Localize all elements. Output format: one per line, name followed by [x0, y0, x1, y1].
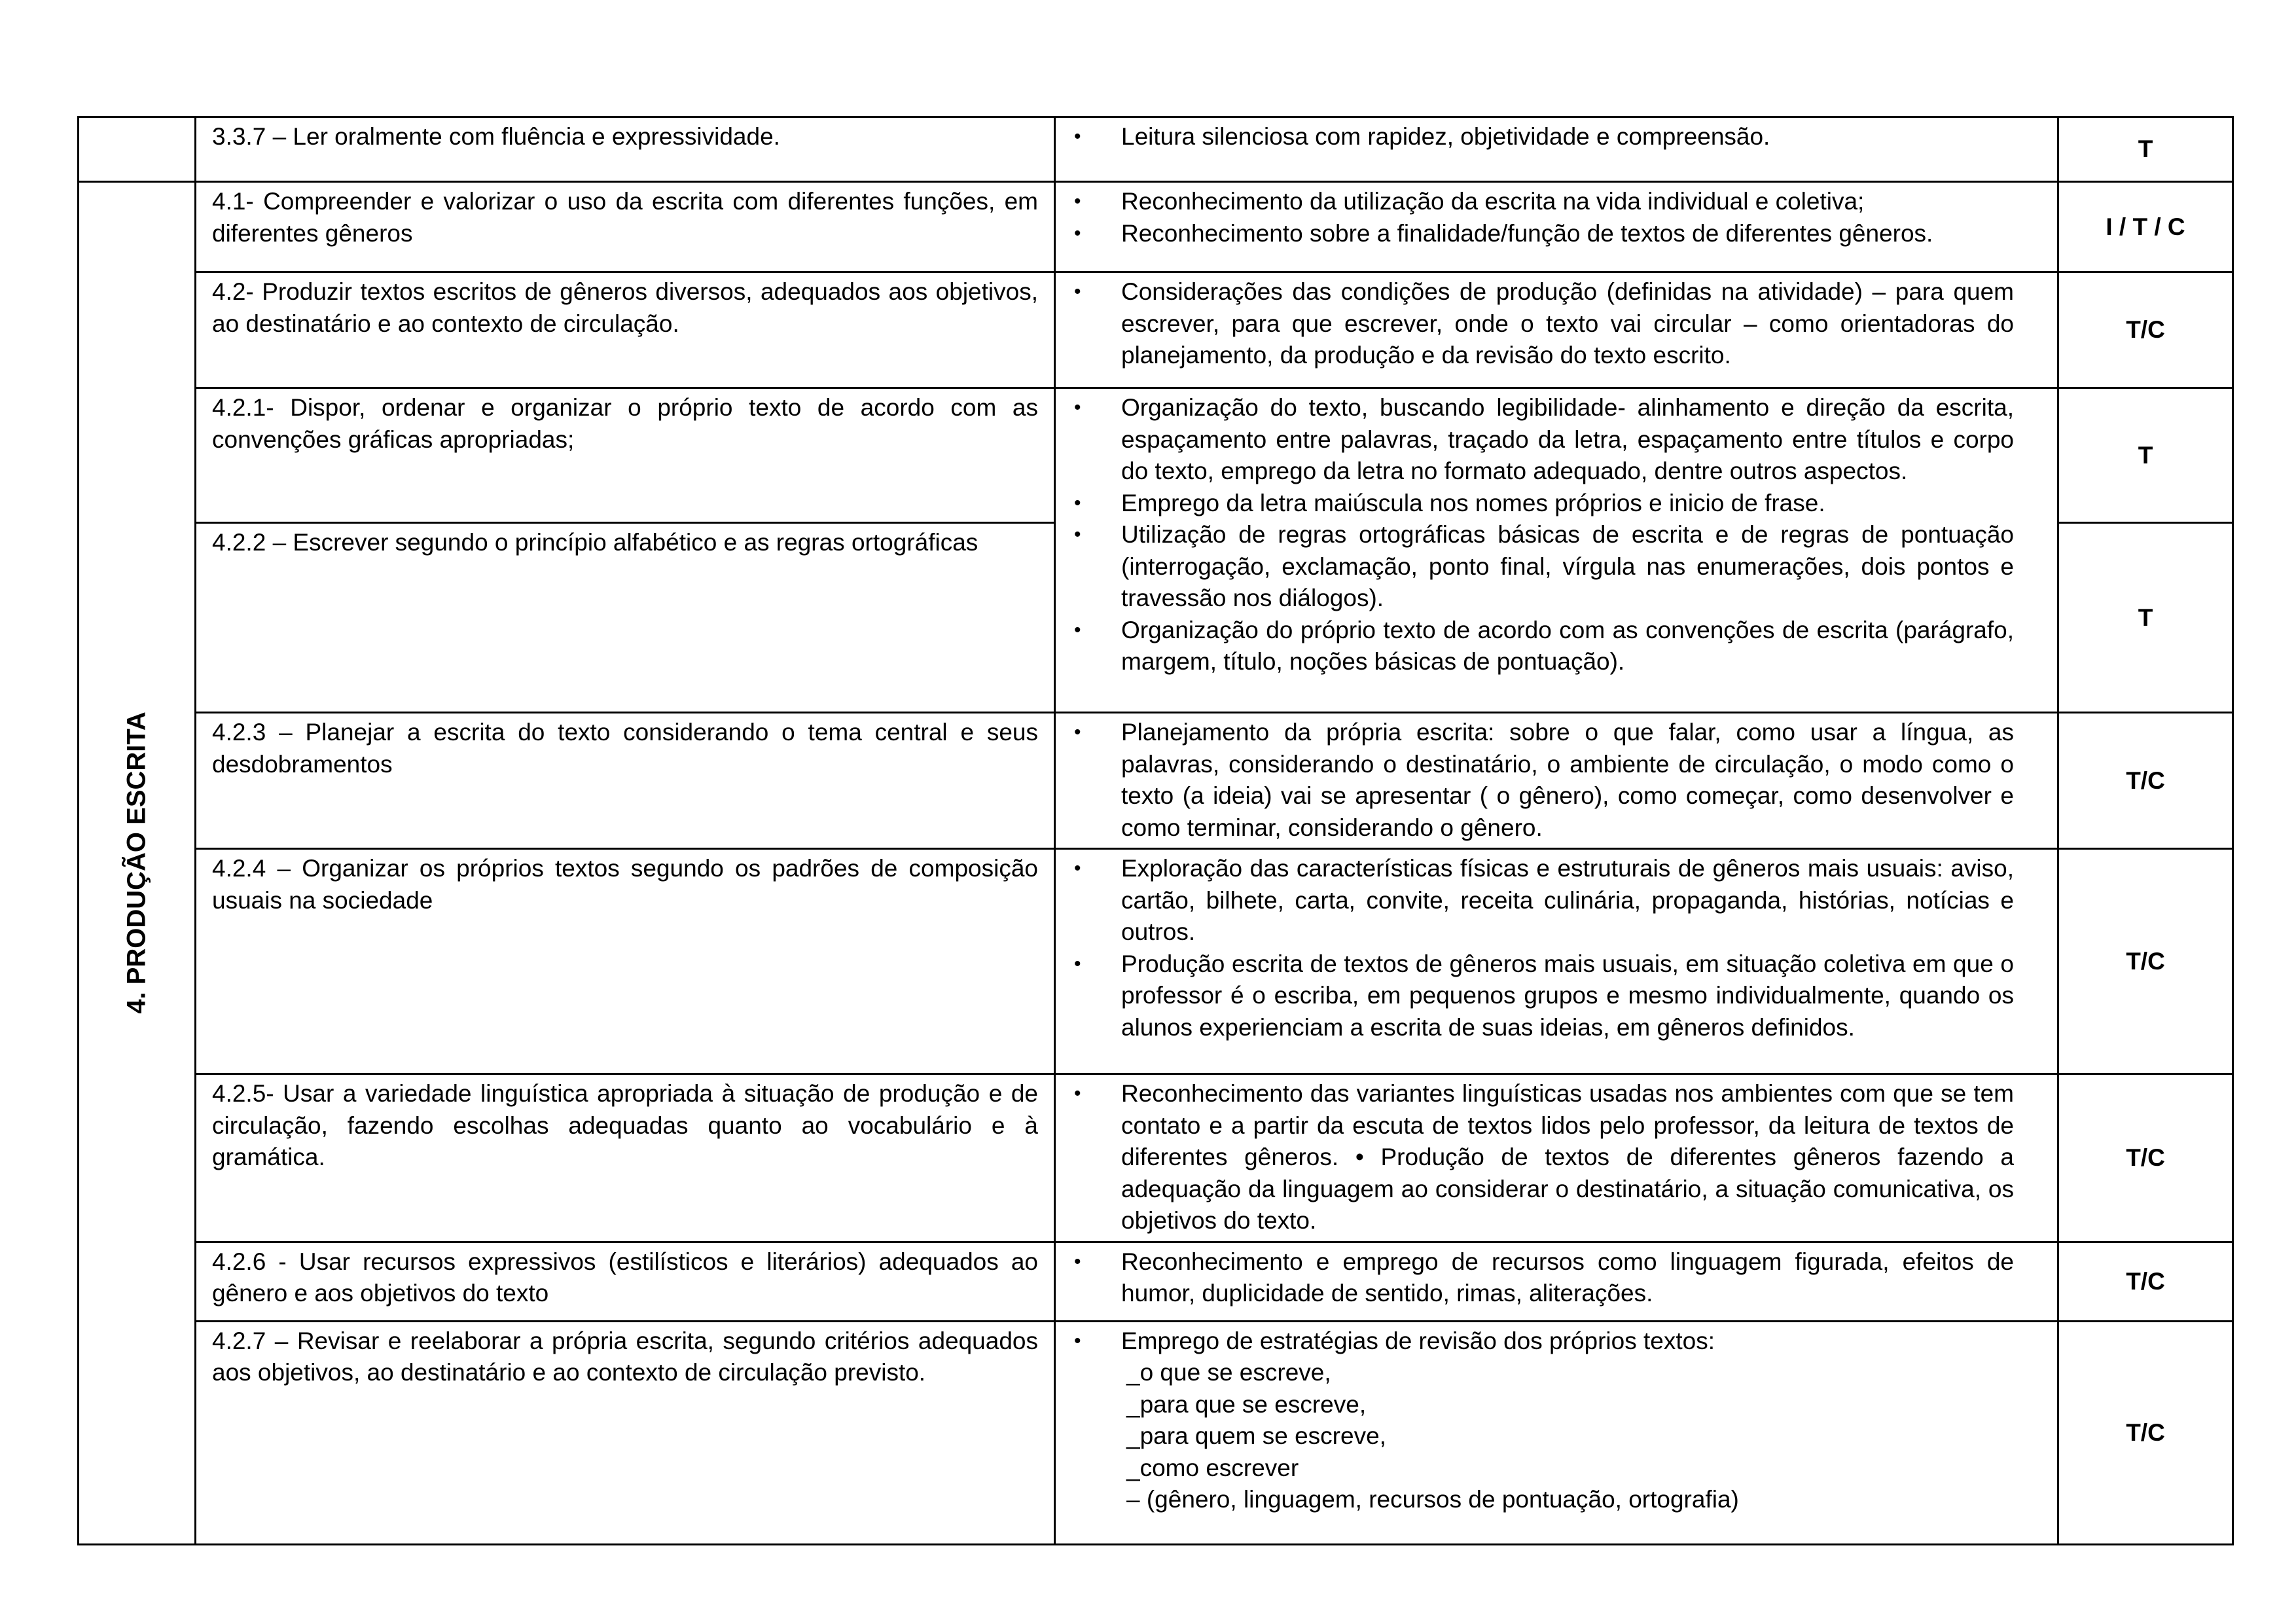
list-item: • Reconhecimento da utilização da escrita na vida individual e coletiva;	[1056, 186, 2014, 218]
list-item: • Planejamento da própria escrita: sobre o que falar, como usar a língua, as palavras, considerando o destinatário, o ambiente de circulação, o modo como o texto (a ideia) vai se apresentar ( o gênero), como começar, como desenvolver e como terminar, considerando o gênero.	[1056, 717, 2014, 844]
objective-cell	[196, 117, 1055, 182]
content-cell	[1055, 117, 2058, 182]
list-item: • Organização do texto, buscando legibilidade- alinhamento e direção da escrita, espaçamento entre palavras, traçado da letra, espaçamento entre títulos e corpo do texto, emprego da letra no formato adequado, dentre outros aspectos.	[1056, 392, 2014, 488]
bullet-icon: •	[1074, 1083, 1081, 1104]
objective-cell	[196, 523, 1055, 713]
list-item: • Produção escrita de textos de gêneros mais usuais, em situação coletiva em que o professor é o escriba, em pequenos grupos e mesmo individualmente, quando os alunos experienciam a escrita de suas ideias, em gêneros definidos.	[1056, 948, 2014, 1044]
objective-text: 4.2- Produzir textos escritos de gêneros diversos, adequados aos objetivos, ao destinatário e ao contexto de circulação.	[212, 278, 1038, 337]
bullet-icon: •	[1074, 126, 1081, 147]
objective-text: 4.2.5- Usar a variedade linguística apropriada à situação de produção e de circulação, fazendo escolhas adequadas quanto ao vocabulário e à gramática.	[212, 1080, 1038, 1170]
objective-cell	[196, 182, 1055, 272]
list-item: • Utilização de regras ortográficas básicas de escrita e de regras de pontuação (interrogação, exclamação, ponto final, vírgula nas enumerações, dois pontos e travessão nos diálogos).	[1056, 519, 2014, 615]
evaluation-cell: T/C	[2058, 1074, 2233, 1242]
objective-text: 4.2.3 – Planejar a escrita do texto considerando o tema central e seus desdobramentos	[212, 719, 1038, 778]
content-list	[1056, 389, 2057, 682]
content-list	[1056, 1075, 2057, 1241]
list-item: • Emprego de estratégias de revisão dos próprios textos: _o que se escreve, _para que se escreve, _para quem se escreve, _como escrever – (gênero, linguagem, recursos de pontuação, ortografia)	[1056, 1326, 2014, 1516]
objective-text: 4.2.7 – Revisar e reelaborar a própria escrita, segundo critérios adequados aos objetivos, ao destinatário e ao contexto de circulação previsto.	[212, 1327, 1038, 1386]
list-item: • Leitura silenciosa com rapidez, objetividade e compreensão.	[1056, 121, 2014, 153]
content-cell	[1055, 388, 2058, 713]
objective-text: 4.2.1- Dispor, ordenar e organizar o próprio texto de acordo com as convenções gráficas apropriadas;	[212, 394, 1038, 453]
list-item: • Exploração das características físicas e estruturais de gêneros mais usuais: aviso, cartão, bilhete, carta, convite, receita culinária, propaganda, histórias, notícias e outros.	[1056, 853, 2014, 948]
bullet-icon: •	[1074, 222, 1081, 244]
evaluation-cell: T/C	[2058, 849, 2233, 1074]
objective-text: 4.2.2 – Escrever segundo o princípio alfabético e as regras ortográficas	[212, 529, 978, 556]
evaluation-cell: T/C	[2058, 713, 2233, 849]
objective-cell	[196, 1321, 1055, 1544]
content-list	[1056, 273, 2057, 376]
objective-cell	[196, 1242, 1055, 1321]
objective-text: 4.1- Compreender e valorizar o uso da escrita com diferentes funções, em diferentes gêneros	[212, 188, 1038, 247]
objective-cell	[196, 272, 1055, 388]
curriculum-table	[77, 116, 2234, 1545]
list-item: • Organização do próprio texto de acordo com as convenções de escrita (parágrafo, margem, título, noções básicas de pontuação).	[1056, 615, 2014, 678]
bullet-icon: •	[1074, 281, 1081, 302]
objective-cell	[196, 1074, 1055, 1242]
content-cell	[1055, 849, 2058, 1074]
content-cell	[1055, 1242, 2058, 1321]
list-item: • Reconhecimento e emprego de recursos como linguagem figurada, efeitos de humor, duplicidade de sentido, rimas, aliterações.	[1056, 1246, 2014, 1310]
area-label: 4. PRODUÇÃO ESCRITA	[122, 712, 151, 1015]
evaluation-cell: T	[2058, 523, 2233, 713]
evaluation-cell: T/C	[2058, 272, 2233, 388]
evaluation-cell: T	[2058, 388, 2233, 523]
bullet-icon: •	[1074, 1250, 1081, 1272]
evaluation-cell: I / T / C	[2058, 182, 2233, 272]
content-list	[1056, 118, 2057, 157]
content-list	[1056, 1243, 2057, 1314]
content-cell	[1055, 1074, 2058, 1242]
evaluation-cell: T	[2058, 117, 2233, 182]
evaluation-cell: T/C	[2058, 1321, 2233, 1544]
objective-text: 4.2.4 – Organizar os próprios textos segundo os padrões de composição usuais na sociedade	[212, 855, 1038, 914]
bullet-icon: •	[1074, 952, 1081, 975]
content-list	[1056, 183, 2057, 253]
bullet-icon: •	[1074, 857, 1081, 879]
content-list	[1056, 1322, 2057, 1520]
table-row	[79, 117, 2233, 182]
bullet-icon: •	[1074, 524, 1081, 545]
bullet-icon: •	[1074, 397, 1081, 418]
list-item: • Emprego da letra maiúscula nos nomes próprios e inicio de frase.	[1056, 488, 2014, 520]
list-item: • Considerações das condições de produção (definidas na atividade) – para quem escrever, para que escrever, onde o texto vai circular – como orientadoras do planejamento, da produção e da revisão do texto escrito.	[1056, 276, 2014, 372]
table-row	[79, 1242, 2233, 1321]
content-list	[1056, 850, 2057, 1047]
objective-text: 4.2.6 - Usar recursos expressivos (estilísticos e literários) adequados ao gênero e aos objetivos do texto	[212, 1248, 1038, 1307]
list-item: • Reconhecimento sobre a finalidade/função de textos de diferentes gêneros.	[1056, 218, 2014, 250]
table-row	[79, 388, 2233, 523]
content-cell	[1055, 713, 2058, 849]
table-row	[79, 849, 2233, 1074]
objective-cell	[196, 388, 1055, 523]
bullet-icon: •	[1074, 619, 1081, 641]
table-row	[79, 182, 2233, 272]
objective-cell	[196, 713, 1055, 849]
objective-text: 3.3.7 – Ler oralmente com fluência e expressividade.	[212, 123, 780, 150]
bullet-icon: •	[1074, 492, 1081, 514]
area-cell-empty	[79, 117, 196, 182]
table-row	[79, 1074, 2233, 1242]
list-item: • Reconhecimento das variantes linguísticas usadas nos ambientes com que se tem contato e a partir da escuta de textos lidos pelo professor, da leitura de textos de diferentes gêneros. • Produção de textos de diferentes gêneros fazendo a adequação da linguagem ao considerar o destinatário, a situação comunicativa, os objetivos do texto.	[1056, 1078, 2014, 1237]
bullet-icon: •	[1074, 190, 1081, 212]
bullet-icon: •	[1074, 721, 1081, 743]
table-row	[79, 272, 2233, 388]
bullet-icon: •	[1074, 1329, 1081, 1352]
evaluation-cell: T/C	[2058, 1242, 2233, 1321]
content-cell	[1055, 272, 2058, 388]
content-cell	[1055, 182, 2058, 272]
content-list	[1056, 713, 2057, 848]
table-row	[79, 1321, 2233, 1544]
table-row	[79, 713, 2233, 849]
area-cell	[79, 182, 196, 1545]
objective-cell	[196, 849, 1055, 1074]
content-cell	[1055, 1321, 2058, 1544]
